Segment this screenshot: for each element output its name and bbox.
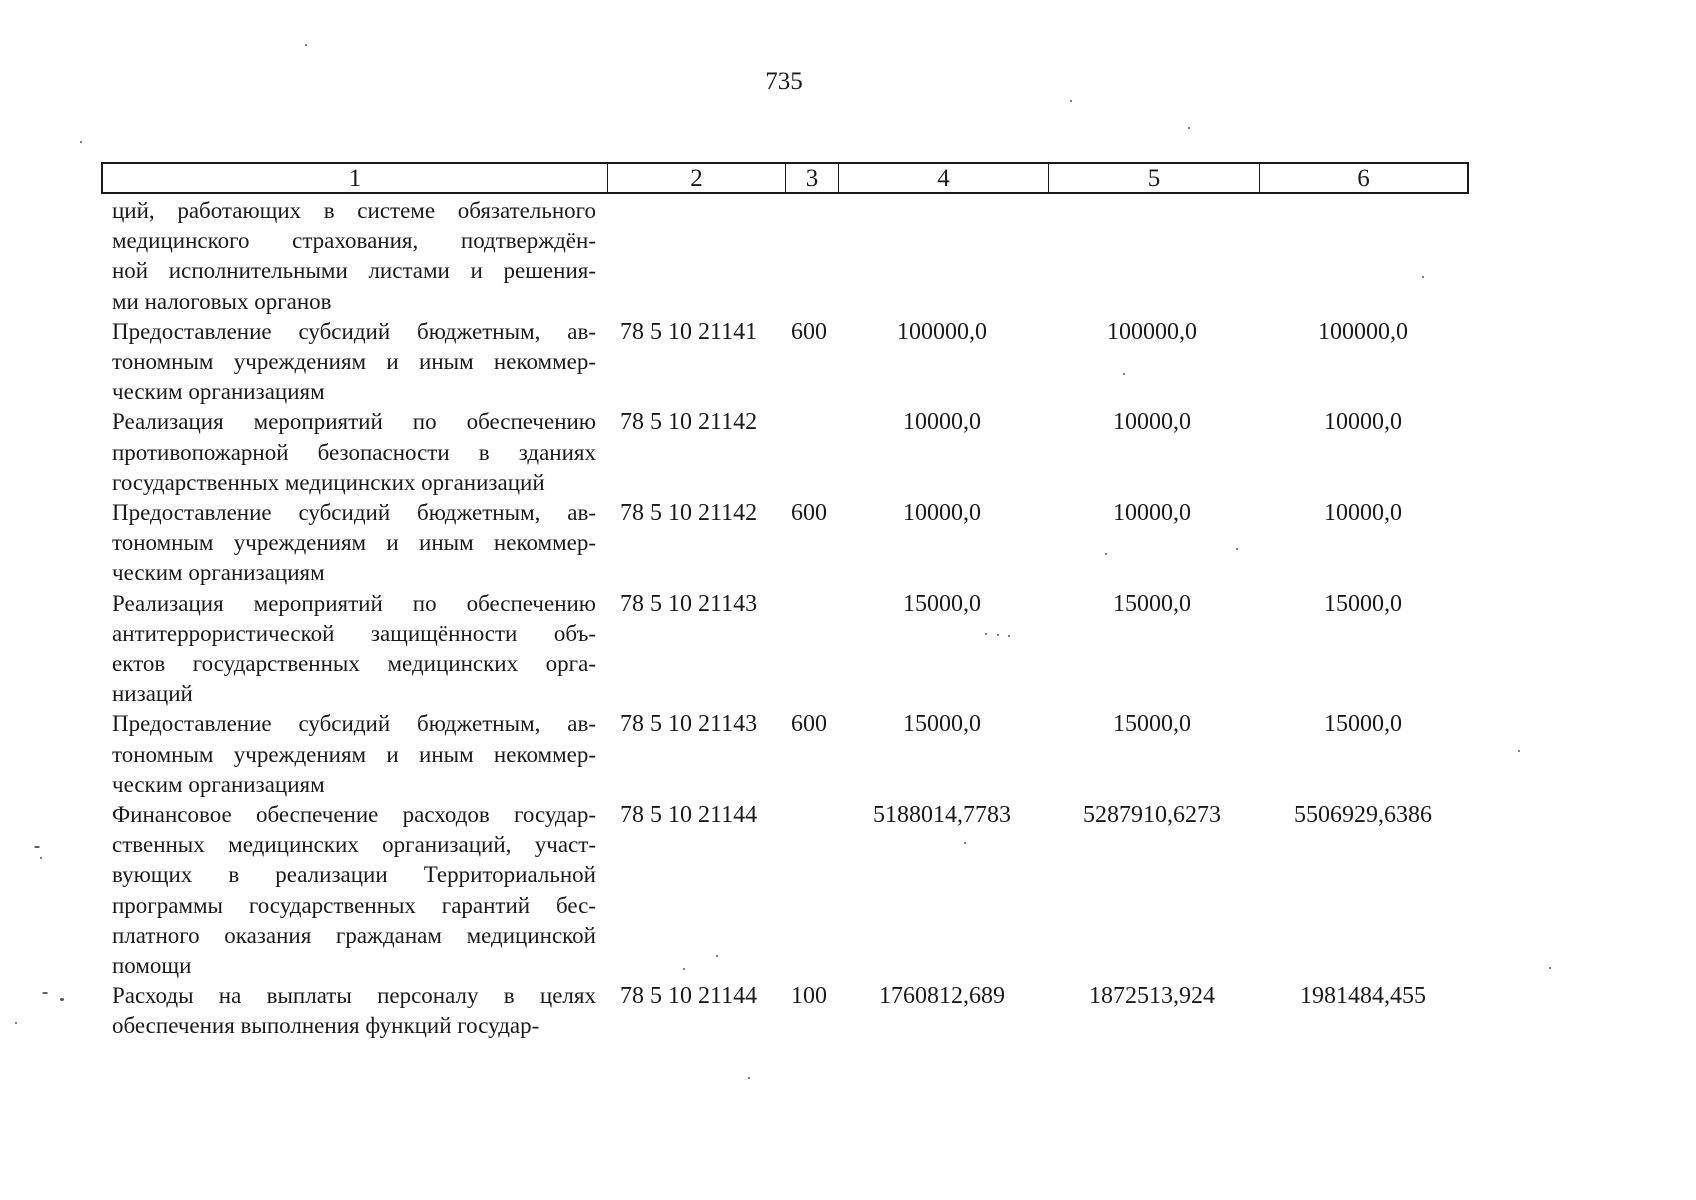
description-line: ческим организациям bbox=[112, 560, 325, 586]
description-line: ций, работающих в системе обязательного bbox=[112, 198, 596, 223]
scan-speck bbox=[34, 846, 40, 848]
row-description bbox=[112, 407, 596, 498]
table-header-row bbox=[101, 162, 1469, 194]
description-line: антитеррористической защищённости объ- bbox=[112, 620, 596, 646]
row-code: 78 5 10 21143 bbox=[620, 590, 758, 617]
description-line: тономным учреждениям и иным некоммер- bbox=[112, 741, 596, 767]
page-number: 735 bbox=[765, 68, 803, 95]
scan-speck bbox=[1123, 373, 1125, 375]
description-line: платного оказания гражданам медицинской bbox=[112, 922, 596, 948]
row-value-col6: 15000,0 bbox=[1324, 590, 1402, 617]
row-value-col4: 1760812,689 bbox=[879, 983, 1005, 1010]
header-col-2: 2 bbox=[608, 164, 786, 192]
table-row bbox=[0, 317, 1568, 408]
scan-speck bbox=[1070, 100, 1072, 102]
description-line: ческим организациям bbox=[112, 771, 325, 797]
description-line: программы государственных гарантий бес- bbox=[112, 892, 596, 918]
table-row bbox=[0, 981, 1568, 1041]
table-row bbox=[0, 800, 1568, 981]
description-line: Предоставление субсидий бюджетным, ав- bbox=[112, 500, 596, 526]
row-code: 78 5 10 21141 bbox=[620, 318, 758, 345]
row-value-col5: 10000,0 bbox=[1113, 500, 1191, 527]
description-line: низаций bbox=[112, 681, 193, 707]
scan-speck bbox=[60, 998, 64, 1001]
description-line: тономным учреждениям и иным некоммер- bbox=[112, 349, 596, 375]
row-description bbox=[112, 498, 596, 589]
header-col-5: 5 bbox=[1049, 164, 1260, 192]
scan-speck bbox=[997, 634, 999, 636]
row-value-col6: 10000,0 bbox=[1324, 500, 1402, 527]
description-line: Расходы на выплаты персоналу в целях bbox=[112, 983, 596, 1009]
row-value-col5: 10000,0 bbox=[1113, 409, 1191, 436]
row-value-col6: 1981484,455 bbox=[1300, 983, 1426, 1010]
row-code: 78 5 10 21144 bbox=[620, 802, 758, 829]
description-line: медицинского страхования, подтверждён- bbox=[112, 228, 596, 254]
row-description bbox=[112, 981, 596, 1041]
row-value-col6: 15000,0 bbox=[1324, 711, 1402, 738]
table-row bbox=[0, 709, 1568, 800]
row-description bbox=[112, 709, 596, 800]
scan-speck bbox=[964, 842, 966, 844]
header-col-3: 3 bbox=[786, 164, 839, 192]
row-value-col4: 100000,0 bbox=[897, 318, 987, 345]
row-value-col6: 10000,0 bbox=[1324, 409, 1402, 436]
row-value-col4: 15000,0 bbox=[903, 590, 981, 617]
row-value-col6: 100000,0 bbox=[1318, 318, 1408, 345]
description-line: помощи bbox=[112, 953, 192, 979]
table-row bbox=[0, 498, 1568, 589]
row-value-col6: 5506929,6386 bbox=[1294, 802, 1432, 829]
description-line: обеспечения выполнения функций государ- bbox=[112, 1013, 540, 1039]
row-value-col5: 5287910,6273 bbox=[1083, 802, 1221, 829]
scan-speck bbox=[683, 968, 685, 970]
row-code: 78 5 10 21144 bbox=[620, 983, 758, 1010]
row-description bbox=[112, 800, 596, 981]
header-col-1: 1 bbox=[103, 164, 608, 192]
table-row bbox=[0, 589, 1568, 710]
scan-speck bbox=[305, 44, 307, 46]
scan-speck bbox=[1105, 553, 1107, 555]
scan-speck bbox=[1518, 750, 1520, 752]
description-line: ческим организациям bbox=[112, 379, 325, 405]
description-line: тономным учреждениям и иным некоммер- bbox=[112, 530, 596, 556]
description-line: противопожарной безопасности в зданиях bbox=[112, 439, 596, 465]
description-line: ми налоговых органов bbox=[112, 288, 332, 314]
description-line: Реализация мероприятий по обеспечению bbox=[112, 409, 596, 435]
row-expense-type: 600 bbox=[791, 318, 827, 345]
row-value-col4: 5188014,7783 bbox=[873, 802, 1011, 829]
row-value-col5: 100000,0 bbox=[1107, 318, 1197, 345]
description-line: Предоставление субсидий бюджетным, ав- bbox=[112, 318, 596, 344]
description-line: Предоставление субсидий бюджетным, ав- bbox=[112, 711, 596, 737]
scan-speck bbox=[1236, 548, 1238, 550]
scan-speck bbox=[716, 955, 718, 957]
description-line: Реализация мероприятий по обеспечению bbox=[112, 590, 596, 616]
description-line: ектов государственных медицинских орга- bbox=[112, 651, 596, 677]
table-body bbox=[0, 196, 1568, 1042]
row-value-col5: 15000,0 bbox=[1113, 711, 1191, 738]
scan-speck bbox=[985, 633, 987, 635]
row-description bbox=[112, 317, 596, 408]
scan-speck bbox=[748, 1077, 750, 1079]
scan-speck bbox=[1008, 635, 1010, 637]
row-expense-type: 100 bbox=[791, 983, 827, 1010]
row-value-col4: 10000,0 bbox=[903, 500, 981, 527]
header-col-6: 6 bbox=[1357, 165, 1370, 192]
description-line: государственных медицинских организаций bbox=[112, 469, 545, 495]
row-value-col5: 1872513,924 bbox=[1089, 983, 1215, 1010]
header-col-4: 4 bbox=[839, 164, 1049, 192]
scan-speck bbox=[15, 1022, 17, 1024]
row-code: 78 5 10 21142 bbox=[620, 500, 758, 527]
table-row bbox=[0, 407, 1568, 498]
description-line: ственных медицинских организаций, участ- bbox=[112, 832, 596, 858]
row-expense-type: 600 bbox=[791, 500, 827, 527]
description-line: ной исполнительными листами и решения- bbox=[112, 258, 596, 284]
row-value-col4: 15000,0 bbox=[903, 711, 981, 738]
scan-speck bbox=[40, 857, 42, 859]
row-description bbox=[112, 196, 596, 317]
scan-speck bbox=[1422, 276, 1424, 278]
table-row bbox=[0, 196, 1568, 317]
row-code: 78 5 10 21143 bbox=[620, 711, 758, 738]
row-value-col5: 15000,0 bbox=[1113, 590, 1191, 617]
row-value-col4: 10000,0 bbox=[903, 409, 981, 436]
description-line: Финансовое обеспечение расходов государ- bbox=[112, 802, 596, 828]
scan-speck bbox=[1549, 967, 1551, 969]
scan-speck bbox=[80, 141, 82, 143]
row-code: 78 5 10 21142 bbox=[620, 409, 758, 436]
description-line: вующих в реализации Территориальной bbox=[112, 862, 596, 888]
row-expense-type: 600 bbox=[791, 711, 827, 738]
row-description bbox=[112, 589, 596, 710]
scan-speck bbox=[42, 992, 48, 994]
scan-speck bbox=[1188, 127, 1190, 129]
